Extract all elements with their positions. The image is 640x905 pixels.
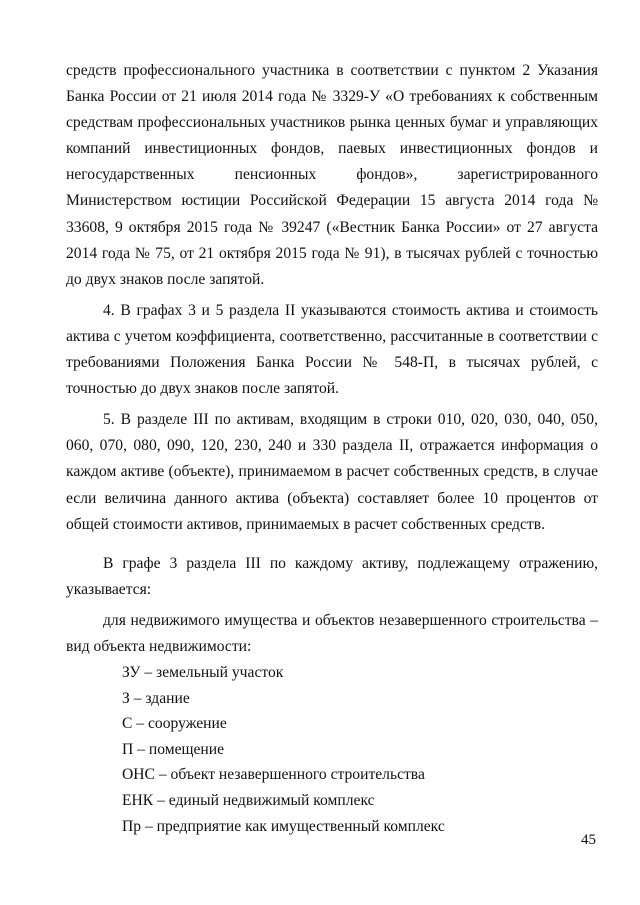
list-item: Пр – предприятие как имущественный комплекс <box>122 817 445 835</box>
property-type-code-list <box>66 660 598 839</box>
paragraph-real-estate: для недвижимого имущества и объектов незавершенного строительства – вид объекта недвижимости: <box>66 611 598 655</box>
list-item: З – здание <box>122 689 190 707</box>
list-item: С – сооружение <box>122 715 227 733</box>
list-item: ЗУ – земельный участок <box>122 664 284 682</box>
paragraph-column-3: В графе 3 раздела III по каждому активу, подлежащему отражению, указывается: <box>66 554 598 598</box>
paragraph-item-4: 4. В графах 3 и 5 раздела II указываются стоимость актива и стоимость актива с учетом коэффициента, соответственно, рассчитанные в соответствии с требованиями Положения Банка России № 548-П, в тысячах рублей, с точностью до двух знаков после запятой. <box>66 301 598 398</box>
list-item: ЕНК – единый недвижимый комплекс <box>122 792 375 810</box>
page-number: 45 <box>581 832 596 848</box>
list-item: ОНС – объект незавершенного строительства <box>122 766 425 784</box>
list-item: П – помещение <box>122 740 225 758</box>
paragraph-item-5: 5. В разделе III по активам, входящим в строки 010, 020, 030, 040, 050, 060, 070, 080, 090, 120, 230, 240 и 330 раздела II, отражается информация о каждом активе (объекте), принимаемом в расчет собственных средств, в случае если величина данного актива (объекта) составляет более 10 процентов от общей стоимости активов, принимаемых в расчет собственных средств. <box>66 411 598 533</box>
paragraph-continuation: средств профессионального участника в соответствии с пунктом 2 Указания Банка России от 21 июля 2014 года № 3329-У «О требованиях к собственным средствам профессиональных участников рынка ценных бумаг и управляющих компаний инвестиционных фондов, паевых инвестиционных фондов и негосударственных пенсионных фондов», зарегистрированного Министерством юстиции Российской Федерации 15 августа 2014 года № 33608, 9 октября 2015 года № 39247 («Вестник Банка России» от 27 августа 2014 года № 75, от 21 октября 2015 года № 91), в тысячах рублей с точностью до двух знаков после запятой. <box>66 62 598 288</box>
document-page <box>66 58 598 855</box>
